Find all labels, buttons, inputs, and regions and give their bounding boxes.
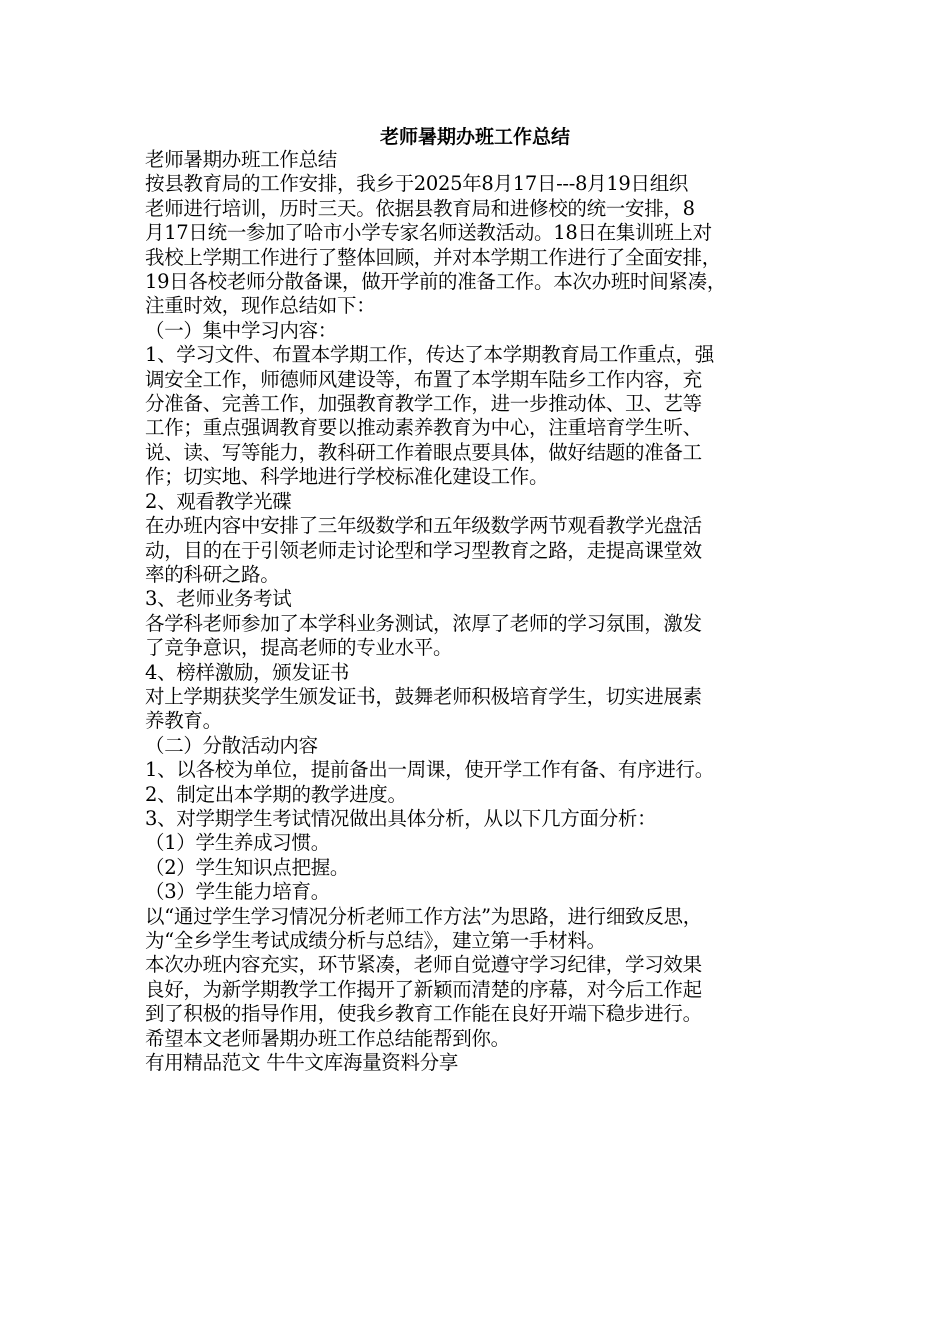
body-line: （3）学生能力培育。: [145, 880, 330, 904]
document-title: 老师暑期办班工作总结: [379, 126, 570, 148]
body-line: 有用精品范文 牛牛文库海量资料分享: [145, 1051, 459, 1075]
body-line: 我校上学期工作进行了整体回顾，并对本学期工作进行了全面安排，: [145, 245, 722, 269]
body-line: 1、学习文件、布置本学期工作，传达了本学期教育局工作重点，强: [145, 343, 714, 367]
body-line: 3、老师业务考试: [145, 587, 292, 611]
body-line: 说、读、写等能力，教科研工作着眼点要具体，做好结题的准备工: [145, 440, 702, 464]
body-line: 率的科研之路。: [145, 562, 280, 586]
body-line: 老师进行培训，历时三天。依据县教育局和进修校的统一安排，8: [145, 196, 695, 220]
body-line: （二）分散活动内容: [145, 733, 318, 757]
body-line: 动，目的在于引领老师走讨论型和学习型教育之路，走提高课堂效: [145, 538, 702, 562]
body-line: 老师暑期办班工作总结: [145, 148, 338, 171]
body-line: （一）集中学习内容：: [145, 318, 338, 342]
body-line: 作；切实地、科学地进行学校标准化建设工作。: [145, 465, 549, 489]
body-line: 分准备、完善工作，加强教育教学工作，进一步推动体、卫、艺等: [145, 392, 702, 416]
body-line: 月17日统一参加了哈市小学专家名师送教活动。18日在集训班上对: [145, 221, 712, 245]
body-line: 3、对学期学生考试情况做出具体分析，从以下几方面分析：: [145, 806, 657, 830]
body-line: 2、观看教学光碟: [145, 489, 292, 513]
body-line: 养教育。: [145, 709, 222, 733]
body-line: （2）学生知识点把握。: [145, 855, 350, 879]
body-line: 了竞争意识，提高老师的专业水平。: [145, 636, 453, 660]
body-line: 调安全工作，师德师风建设等，布置了本学期车陆乡工作内容，充: [145, 367, 702, 391]
body-line: 2、制定出本学期的教学进度。: [145, 782, 407, 806]
body-line: 希望本文老师暑期办班工作总结能帮到你。: [145, 1026, 510, 1050]
body-line: 在办班内容中安排了三年级数学和五年级数学两节观看教学光盘活: [145, 514, 702, 538]
body-line: 良好，为新学期教学工作揭开了新颖而清楚的序幕，对今后工作起: [145, 977, 702, 1001]
body-line: 4、榜样激励，颁发证书: [145, 660, 350, 684]
body-line: 工作；重点强调教育要以推动素养教育为中心，注重培育学生听、: [145, 416, 702, 440]
body-line: 对上学期获奖学生颁发证书，鼓舞老师积极培育学生，切实进展素: [145, 684, 702, 708]
body-line: 按县教育局的工作安排，我乡于2025年8月17日---8月19日组织: [145, 172, 689, 196]
body-line: （1）学生养成习惯。: [145, 831, 330, 855]
body-line: 19日各校老师分散备课，做开学前的准备工作。本次办班时间紧凑，: [145, 270, 727, 294]
body-line: 以“通过学生学习情况分析老师工作方法”为思路，进行细致反思，: [145, 904, 702, 928]
body-line: 1、以各校为单位，提前备出一周课，使开学工作有备、有序进行。: [145, 758, 714, 782]
document-body: [145, 148, 810, 1075]
body-line: 本次办班内容充实，环节紧凑，老师自觉遵守学习纪律，学习效果: [145, 953, 702, 977]
body-line: 为“全乡学生考试成绩分析与总结》，建立第一手材料。: [145, 929, 606, 952]
body-line: 注重时效，现作总结如下：: [145, 294, 376, 318]
body-line: 到了积极的指导作用，使我乡教育工作能在良好开端下稳步进行。: [145, 1002, 702, 1026]
body-line: 各学科老师参加了本学科业务测试，浓厚了老师的学习氛围，激发: [145, 611, 702, 635]
